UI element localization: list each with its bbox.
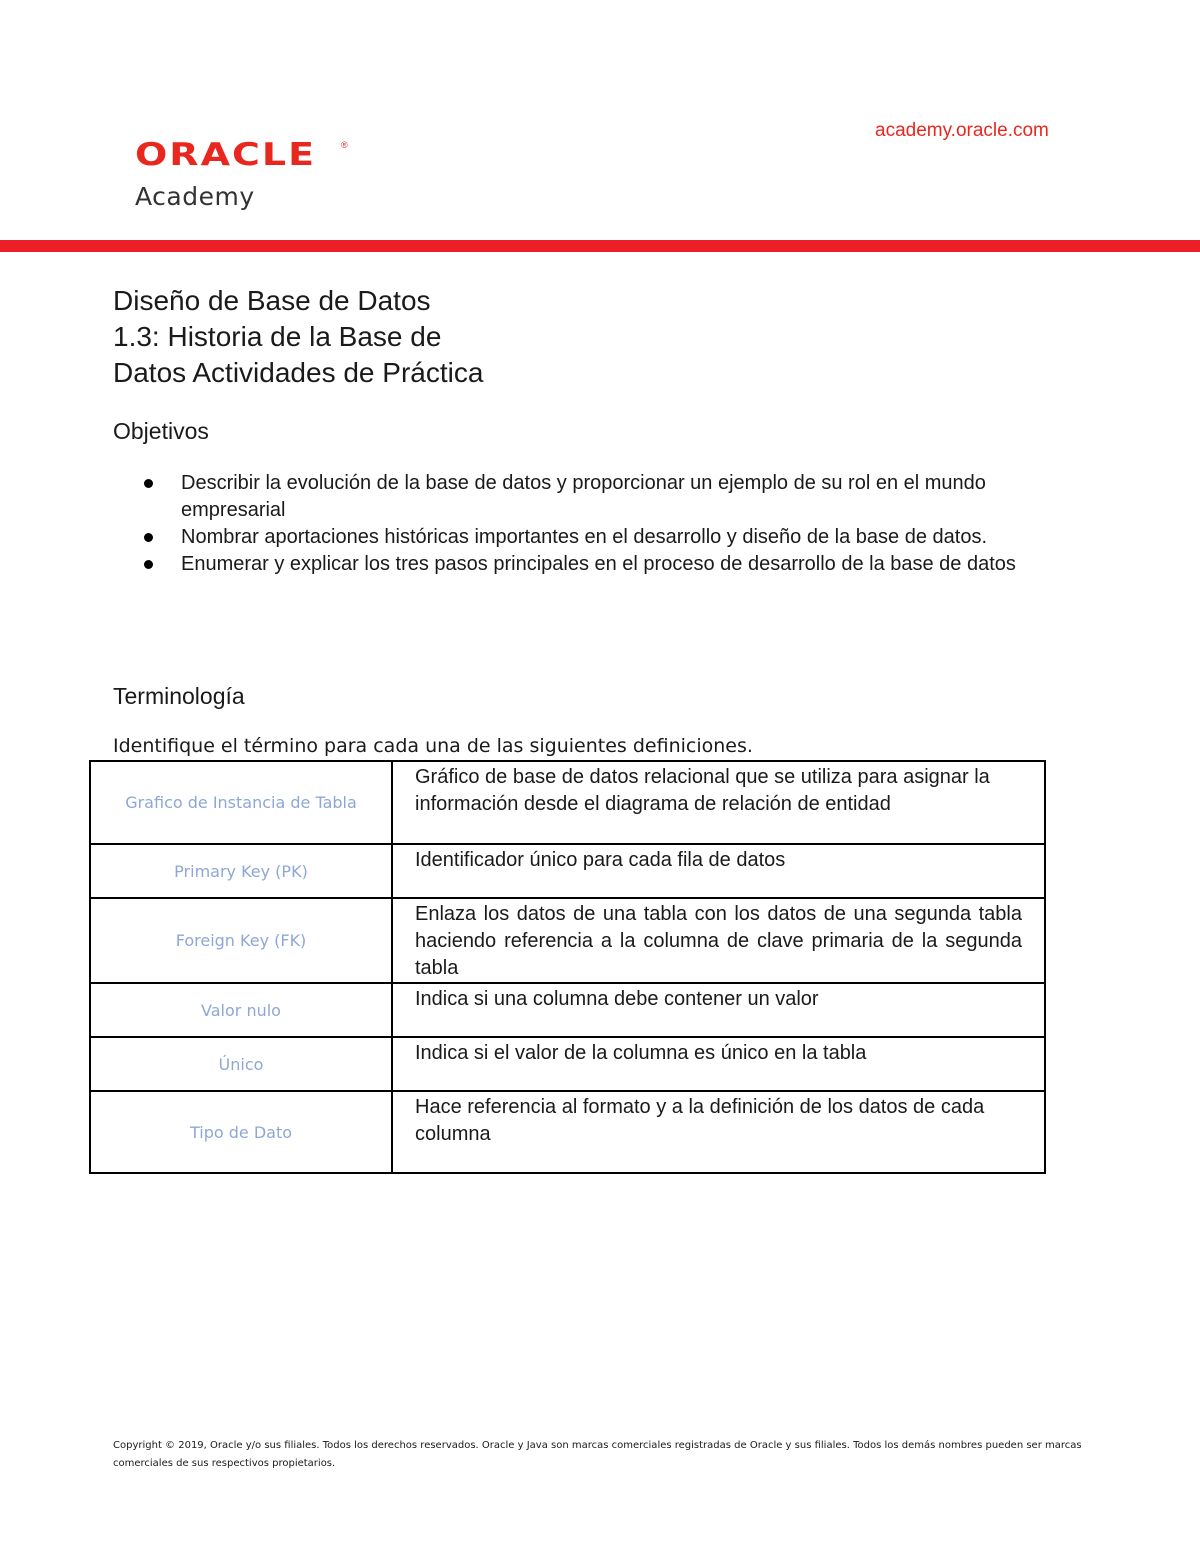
objective-text: Describir la evolución de la base de datos y proporcionar un ejemplo de su rol en el mundo empresarial bbox=[181, 472, 986, 521]
term-cell: Valor nulo bbox=[90, 983, 392, 1037]
objective-text: Enumerar y explicar los tres pasos principales en el proceso de desarrollo de la base de datos bbox=[181, 553, 1016, 575]
definition-cell: Gráfico de base de datos relacional que se utiliza para asignar la información desde el diagrama de relación de entidad bbox=[392, 761, 1045, 844]
site-url: academy.oracle.com bbox=[875, 120, 1049, 141]
table-row bbox=[90, 1037, 1045, 1091]
objective-text: Nombrar aportaciones históricas importantes en el desarrollo y diseño de la base de datos. bbox=[181, 526, 987, 548]
oracle-academy-logo bbox=[135, 136, 348, 211]
definition-cell: Identificador único para cada fila de datos bbox=[392, 844, 1045, 898]
objectives-heading: Objetivos bbox=[113, 418, 209, 444]
header-divider-bar bbox=[0, 240, 1200, 252]
logo-subtitle: Academy bbox=[135, 182, 255, 211]
table-row bbox=[90, 898, 1045, 983]
list-item bbox=[140, 470, 1100, 524]
title-line: Datos Actividades de Práctica bbox=[113, 357, 484, 388]
list-item bbox=[140, 524, 1100, 551]
term-cell: Tipo de Dato bbox=[90, 1091, 392, 1173]
terminology-table bbox=[89, 760, 1046, 1174]
term-cell: Primary Key (PK) bbox=[90, 844, 392, 898]
definition-cell: Indica si el valor de la columna es único en la tabla bbox=[392, 1037, 1045, 1091]
copyright-footer: Copyright © 2019, Oracle y/o sus filiales. Todos los derechos reservados. Oracle y Java son marcas comerciales registradas de Oracle y sus filiales. Todos los demás nombres pueden ser marcas comerciales de sus respectivos propietarios. bbox=[113, 1440, 1082, 1469]
logo-wordmark: ORACLE bbox=[135, 136, 317, 173]
terminology-heading: Terminología bbox=[113, 683, 245, 709]
bullet-icon bbox=[144, 560, 153, 569]
table-row bbox=[90, 1091, 1045, 1173]
definition-cell: Enlaza los datos de una tabla con los datos de una segunda tabla haciendo referencia a la columna de clave primaria de la segunda tabla bbox=[392, 898, 1045, 983]
term-cell: Único bbox=[90, 1037, 392, 1091]
definition-cell: Indica si una columna debe contener un valor bbox=[392, 983, 1045, 1037]
definition-cell: Hace referencia al formato y a la definición de los datos de cada columna bbox=[392, 1091, 1045, 1173]
title-line: Diseño de Base de Datos bbox=[113, 285, 431, 316]
terminology-intro: Identifique el término para cada una de las siguientes definiciones. bbox=[113, 735, 753, 757]
table-row bbox=[90, 983, 1045, 1037]
logo-registered-mark: ® bbox=[341, 140, 348, 150]
table-row bbox=[90, 844, 1045, 898]
page-title bbox=[113, 283, 483, 391]
term-cell: Grafico de Instancia de Tabla bbox=[90, 761, 392, 844]
bullet-icon bbox=[144, 533, 153, 542]
objectives-list bbox=[140, 470, 1100, 578]
table-row bbox=[90, 761, 1045, 844]
bullet-icon bbox=[144, 479, 153, 488]
title-line: 1.3: Historia de la Base de bbox=[113, 321, 442, 352]
term-cell: Foreign Key (FK) bbox=[90, 898, 392, 983]
list-item bbox=[140, 551, 1100, 578]
